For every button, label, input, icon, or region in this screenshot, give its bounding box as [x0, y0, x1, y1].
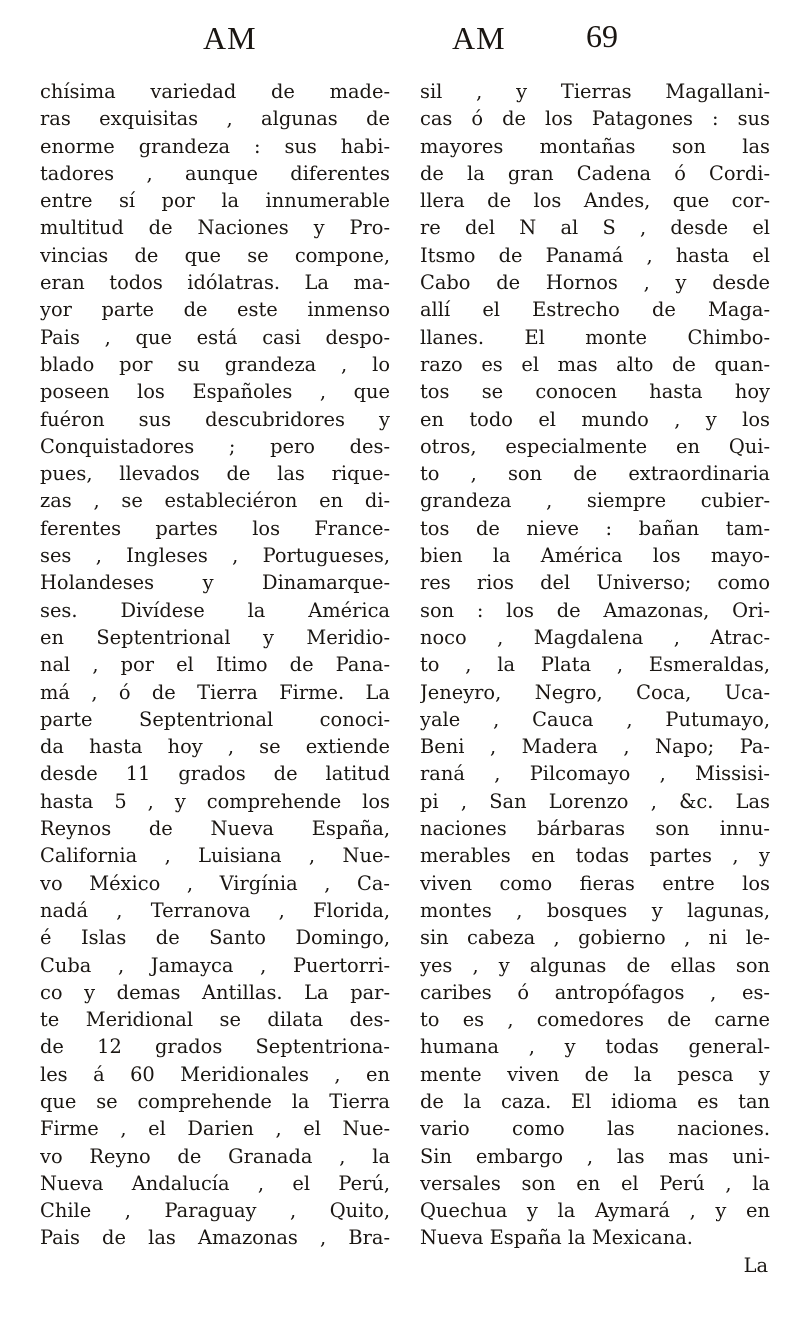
- text-line: en todo el mundo , y los: [420, 407, 770, 431]
- text-line: son : los de Amazonas, Ori-: [420, 598, 770, 622]
- left-page-column: [40, 0, 390, 1252]
- text-line: llera de los Andes, que cor-: [420, 189, 770, 213]
- text-line: razo es el mas alto de quan-: [420, 352, 770, 376]
- text-line: eran todos idólatras. La ma-: [40, 271, 390, 295]
- text-line: ras exquisitas , algunas de: [40, 107, 390, 131]
- text-line: noco , Magdalena , Atrac-: [420, 625, 770, 649]
- text-line: ferentes partes los France-: [40, 516, 390, 540]
- text-line: co y demas Antillas. La par-: [40, 980, 390, 1004]
- text-line: ses , Ingleses , Portugueses,: [40, 544, 390, 568]
- text-line: Sin embargo , las mas uni-: [420, 1144, 770, 1168]
- text-line: que se comprehende la Tierra: [40, 1089, 390, 1113]
- text-line: bien la América los mayo-: [420, 544, 770, 568]
- text-line: nal , por el Itimo de Pana-: [40, 653, 390, 677]
- text-line: vincias de que se compone,: [40, 243, 390, 267]
- text-line: Firme , el Darien , el Nue-: [40, 1117, 390, 1141]
- right-running-head: [420, 0, 770, 78]
- text-line: vario como las naciones.: [420, 1117, 770, 1141]
- text-line: yor parte de este inmenso: [40, 298, 390, 322]
- text-line: vo Reyno de Granada , la: [40, 1144, 390, 1168]
- text-line: raná , Pilcomayo , Missisi-: [420, 762, 770, 786]
- text-line: mente viven de la pesca y: [420, 1062, 770, 1086]
- text-line: to es , comedores de carne: [420, 1008, 770, 1032]
- text-line: tadores , aunque diferentes: [40, 161, 390, 185]
- text-line: Quechua y la Aymará , y en: [420, 1199, 770, 1223]
- text-line: Nueva España la Mexicana.: [420, 1226, 693, 1250]
- text-line: fuéron sus descubridores y: [40, 407, 390, 431]
- text-line: caribes ó antropófagos , es-: [420, 980, 770, 1004]
- text-line: to , la Plata , Esmeraldas,: [420, 653, 770, 677]
- page-number: 69: [586, 18, 618, 54]
- text-line: desde 11 grados de latitud: [40, 762, 390, 786]
- text-line: yale , Cauca , Putumayo,: [420, 707, 770, 731]
- text-line: Pais , que está casi despo-: [40, 325, 390, 349]
- text-line: vo México , Virgínia , Ca-: [40, 871, 390, 895]
- text-line: chísima variedad de made-: [40, 80, 390, 103]
- text-line: en Septentrional y Meridio-: [40, 625, 390, 649]
- text-line: tos de nieve : bañan tam-: [420, 516, 770, 540]
- text-line: da hasta hoy , se extiende: [40, 735, 390, 759]
- text-line: Itsmo de Panamá , hasta el: [420, 243, 770, 267]
- text-line: otros, especialmente en Qui-: [420, 434, 770, 458]
- text-line: Nueva Andalucía , el Perú,: [40, 1171, 390, 1195]
- text-line: humana , y todas general-: [420, 1035, 770, 1059]
- left-running-head-word: AM: [203, 20, 257, 56]
- text-line: California , Luisiana , Nue-: [40, 844, 390, 868]
- text-line: llanes. El monte Chimbo-: [420, 325, 770, 349]
- text-line: Cabo de Hornos , y desde: [420, 271, 770, 295]
- text-line: Pais de las Amazonas , Bra-: [40, 1226, 390, 1250]
- text-line: pues, llevados de las rique-: [40, 462, 390, 486]
- text-line: to , son de extraordinaria: [420, 462, 770, 486]
- text-line: multitud de Naciones y Pro-: [40, 216, 390, 240]
- text-line: de la caza. El idioma es tan: [420, 1089, 770, 1113]
- text-line: enorme grandeza : sus habi-: [40, 134, 390, 158]
- text-line: te Meridional se dilata des-: [40, 1008, 390, 1032]
- text-line: yes , y algunas de ellas son: [420, 953, 770, 977]
- catchword: La: [743, 1253, 768, 1277]
- text-line: cas ó de los Patagones : sus: [420, 107, 770, 131]
- left-page-text: [40, 78, 390, 1252]
- right-page-column: [420, 0, 770, 1279]
- text-line: versales son en el Perú , la: [420, 1171, 770, 1195]
- text-line: Holandeses y Dinamarque-: [40, 571, 390, 595]
- text-line: sin cabeza , gobierno , ni le-: [420, 926, 770, 950]
- text-line: res rios del Universo; como: [420, 571, 770, 595]
- text-line: má , ó de Tierra Firme. La: [40, 680, 390, 704]
- text-line: viven como fieras entre los: [420, 871, 770, 895]
- text-line: parte Septentrional conoci-: [40, 707, 390, 731]
- text-line: é Islas de Santo Domingo,: [40, 926, 390, 950]
- text-line: de la gran Cadena ó Cordi-: [420, 161, 770, 185]
- text-line: montes , bosques y lagunas,: [420, 898, 770, 922]
- text-line: naciones bárbaras son innu-: [420, 817, 770, 841]
- text-line: Reynos de Nueva España,: [40, 817, 390, 841]
- text-line: de 12 grados Septentriona-: [40, 1035, 390, 1059]
- right-running-head-word: AM: [452, 20, 506, 56]
- text-line: tos se conocen hasta hoy: [420, 380, 770, 404]
- text-line: blado por su grandeza , lo: [40, 352, 390, 376]
- text-line: entre sí por la innumerable: [40, 189, 390, 213]
- left-running-head: [40, 0, 390, 78]
- text-line: Cuba , Jamayca , Puertorri-: [40, 953, 390, 977]
- text-line: merables en todas partes , y: [420, 844, 770, 868]
- text-line: nadá , Terranova , Florida,: [40, 898, 390, 922]
- right-page-text: [420, 78, 770, 1252]
- text-line: grandeza , siempre cubier-: [420, 489, 770, 513]
- text-line: allí el Estrecho de Maga-: [420, 298, 770, 322]
- text-line: Chile , Paraguay , Quito,: [40, 1199, 390, 1223]
- text-line: hasta 5 , y comprehende los: [40, 789, 390, 813]
- text-line: Jeneyro, Negro, Coca, Uca-: [420, 680, 770, 704]
- text-line: sil , y Tierras Magallani-: [420, 80, 770, 103]
- text-line: poseen los Españoles , que: [40, 380, 390, 404]
- text-line: pi , San Lorenzo , &c. Las: [420, 789, 770, 813]
- text-line: Conquistadores ; pero des-: [40, 434, 390, 458]
- text-line: Beni , Madera , Napo; Pa-: [420, 735, 770, 759]
- text-line: les á 60 Meridionales , en: [40, 1062, 390, 1086]
- text-line: ses. Divídese la América: [40, 598, 390, 622]
- text-line: mayores montañas son las: [420, 134, 770, 158]
- text-line: re del N al S , desde el: [420, 216, 770, 240]
- text-line: zas , se estableciéron en di-: [40, 489, 390, 513]
